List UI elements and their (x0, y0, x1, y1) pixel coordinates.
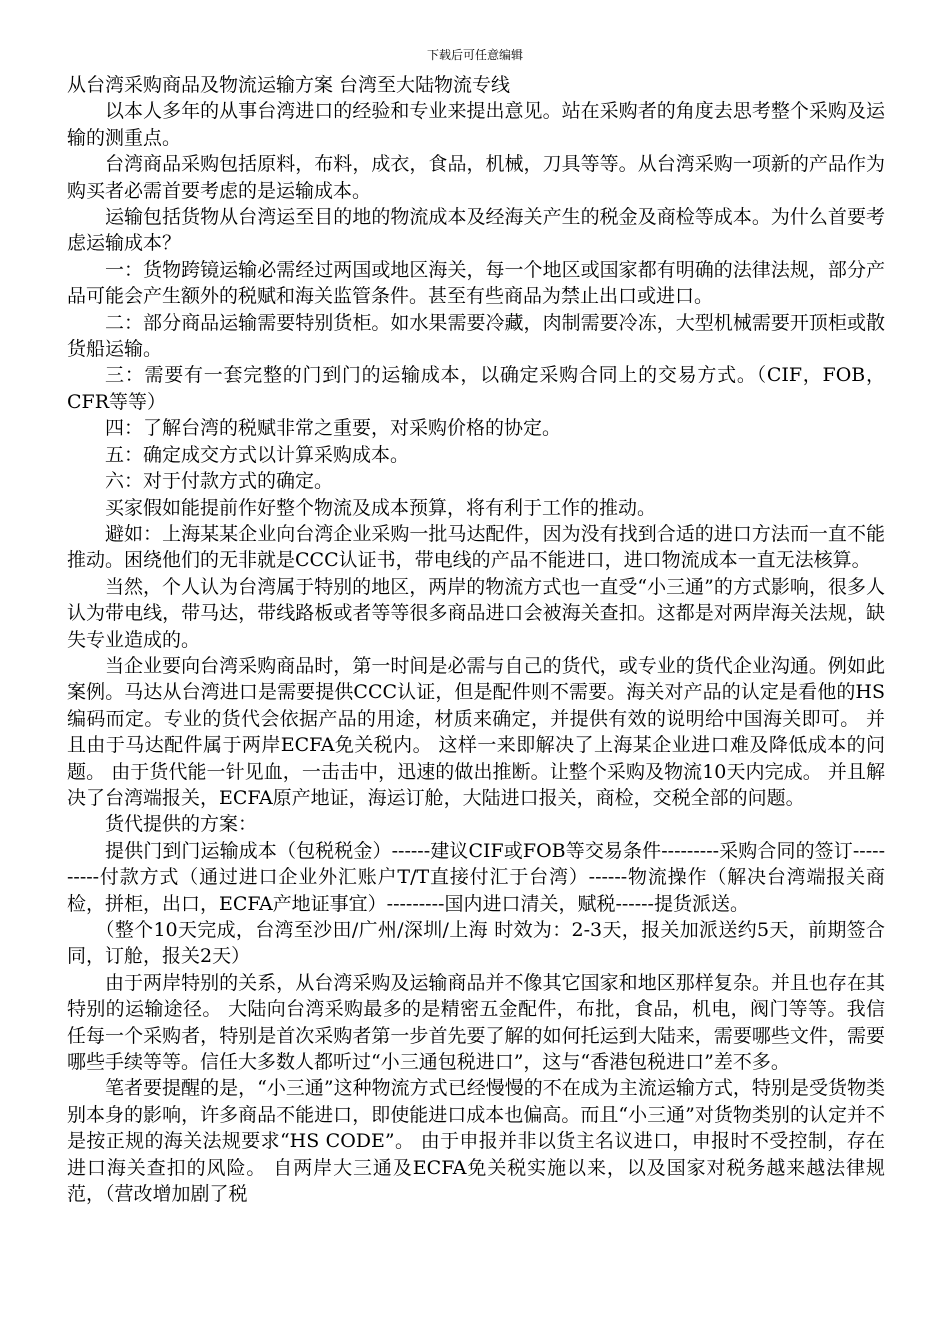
paragraph-mini-three-links: 当然，个人认为台湾属于特别的地区，两岸的物流方式也一直受“小三通”的方式影响，很多人认为带电线，带马达，带线路板或者等等很多商品进口会被海关查扣。这都是对两岸海关法规，缺失专业造成的。 (67, 575, 885, 651)
paragraph-solution-flow: 提供门到门运输成本（包税税金）------建议CIF或FOB等交易条件---------采购合同的签订----------付款方式（通过进口企业外汇账户T/T直接付汇于台湾）------物流操作（解决台湾端报关商检，拼柜，出口，ECFA产地证事宜）---------国内进口清关，赋税------提货派送。 (67, 839, 885, 915)
paragraph-example: 避如：上海某某企业向台湾企业采购一批马达配件，因为没有找到合适的进口方法而一直不能推动。困绕他们的无非就是CCC认证书，带电线的产品不能进口，进口物流成本一直无法核算。 (67, 522, 885, 572)
page-header-note: 下载后可任意编辑 (426, 48, 523, 62)
paragraph-point-six: 六：对于付款方式的确定。 (105, 470, 334, 493)
paragraph-point-three: 三：需要有一套完整的门到门的运输成本，以确定采购合同上的交易方式。（CIF，FOB，CFR等等） (67, 364, 885, 413)
paragraph-point-one: 一：货物跨镜运输必需经过两国或地区海关，每一个地区或国家都有明确的法律法规，部分产品可能会产生额外的税赋和海关监管条件。甚至有些商品为禁止出口或进口。 (67, 258, 885, 308)
paragraph-forwarder-case: 当企业要向台湾采购商品时，第一时间是必需与自己的货代，或专业的货代企业沟通。例如此案例。马达从台湾进口是需要提供CCC认证，但是配件则不需要。海关对产品的认定是看他的HS编码而定。专业的货代会依据产品的用途，材质来确定，并提供有效的说明给中国海关即可。 并且由于马达配件属于两岸ECFA免关税内。 这样一来即解决了上海某企业进口难及降低成本的问题。 由于货代能一针见血，一击击中，迅速的做出推断。让整个采购及物流10天内完成。 并且解决了台湾端报关，ECFA原产地证，海运订舱，大陆进口报关，商检，交税全部的问题。 (67, 654, 885, 809)
document-body (67, 72, 885, 1207)
paragraph-solution-heading: 货代提供的方案： (105, 813, 258, 836)
paragraph-point-five: 五：确定成交方式以计算采购成本。 (105, 443, 410, 466)
paragraph-point-two: 二：部分商品运输需要特别货柜。如水果需要冷藏，肉制需要冷冻，大型机械需要开顶柜或散货船运输。 (67, 311, 885, 361)
paragraph-point-four: 四：了解台湾的税赋非常之重要，对采购价格的协定。 (105, 417, 562, 440)
document-title: 从台湾采购商品及物流运输方案 台湾至大陆物流专线 (67, 74, 511, 96)
paragraph-timeline: （整个10天完成，台湾至沙田/广州/深圳/上海 时效为：2-3天，报关加派送约5天，前期签合同，订舱，报关2天） (67, 919, 885, 968)
paragraph-cross-strait: 由于两岸特别的关系，从台湾采购及运输商品并不像其它国家和地区那样复杂。并且也存在其特别的运输途径。 大陆向台湾采购最多的是精密五金配件，布批，食品，机电，阀门等等。我信任每一个采购者，特别是首次采购者第一步首先要了解的如何托运到大陆来，需要哪些文件，需要哪些手续等等。信任大多数人都听过“小三通包税进口”，这与“香港包税进口”差不多。 (67, 971, 885, 1074)
paragraph-warning: 笔者要提醒的是，“小三通”这种物流方式已经慢慢的不在成为主流运输方式，特别是受货物类别本身的影响，许多商品不能进口，即使能进口成本也偏高。而且“小三通”对货物类别的认定并不是按正规的海关法规要求“HS CODE”。 由于申报并非以货主名议进口，申报时不受控制，存在进口海关查扣的风险。 自两岸大三通及ECFA免关税实施以来，以及国家对税务越来越法律规范，（营改增加剧了税 (67, 1077, 885, 1206)
paragraph-product-scope: 台湾商品采购包括原料，布料，成衣，食品，机械，刀具等等。从台湾采购一项新的产品作为购买者必需首要考虑的是运输成本。 (67, 153, 885, 202)
paragraph-intro: 以本人多年的从事台湾进口的经验和专业来提出意见。站在采购者的角度去思考整个采购及运输的测重点。 (67, 100, 885, 149)
paragraph-budget: 买家假如能提前作好整个物流及成本预算，将有利于工作的推动。 (105, 496, 657, 519)
paragraph-transport-cost: 运输包括货物从台湾运至目的地的物流成本及经海关产生的税金及商检等成本。为什么首要考虑运输成本？ (67, 206, 885, 255)
